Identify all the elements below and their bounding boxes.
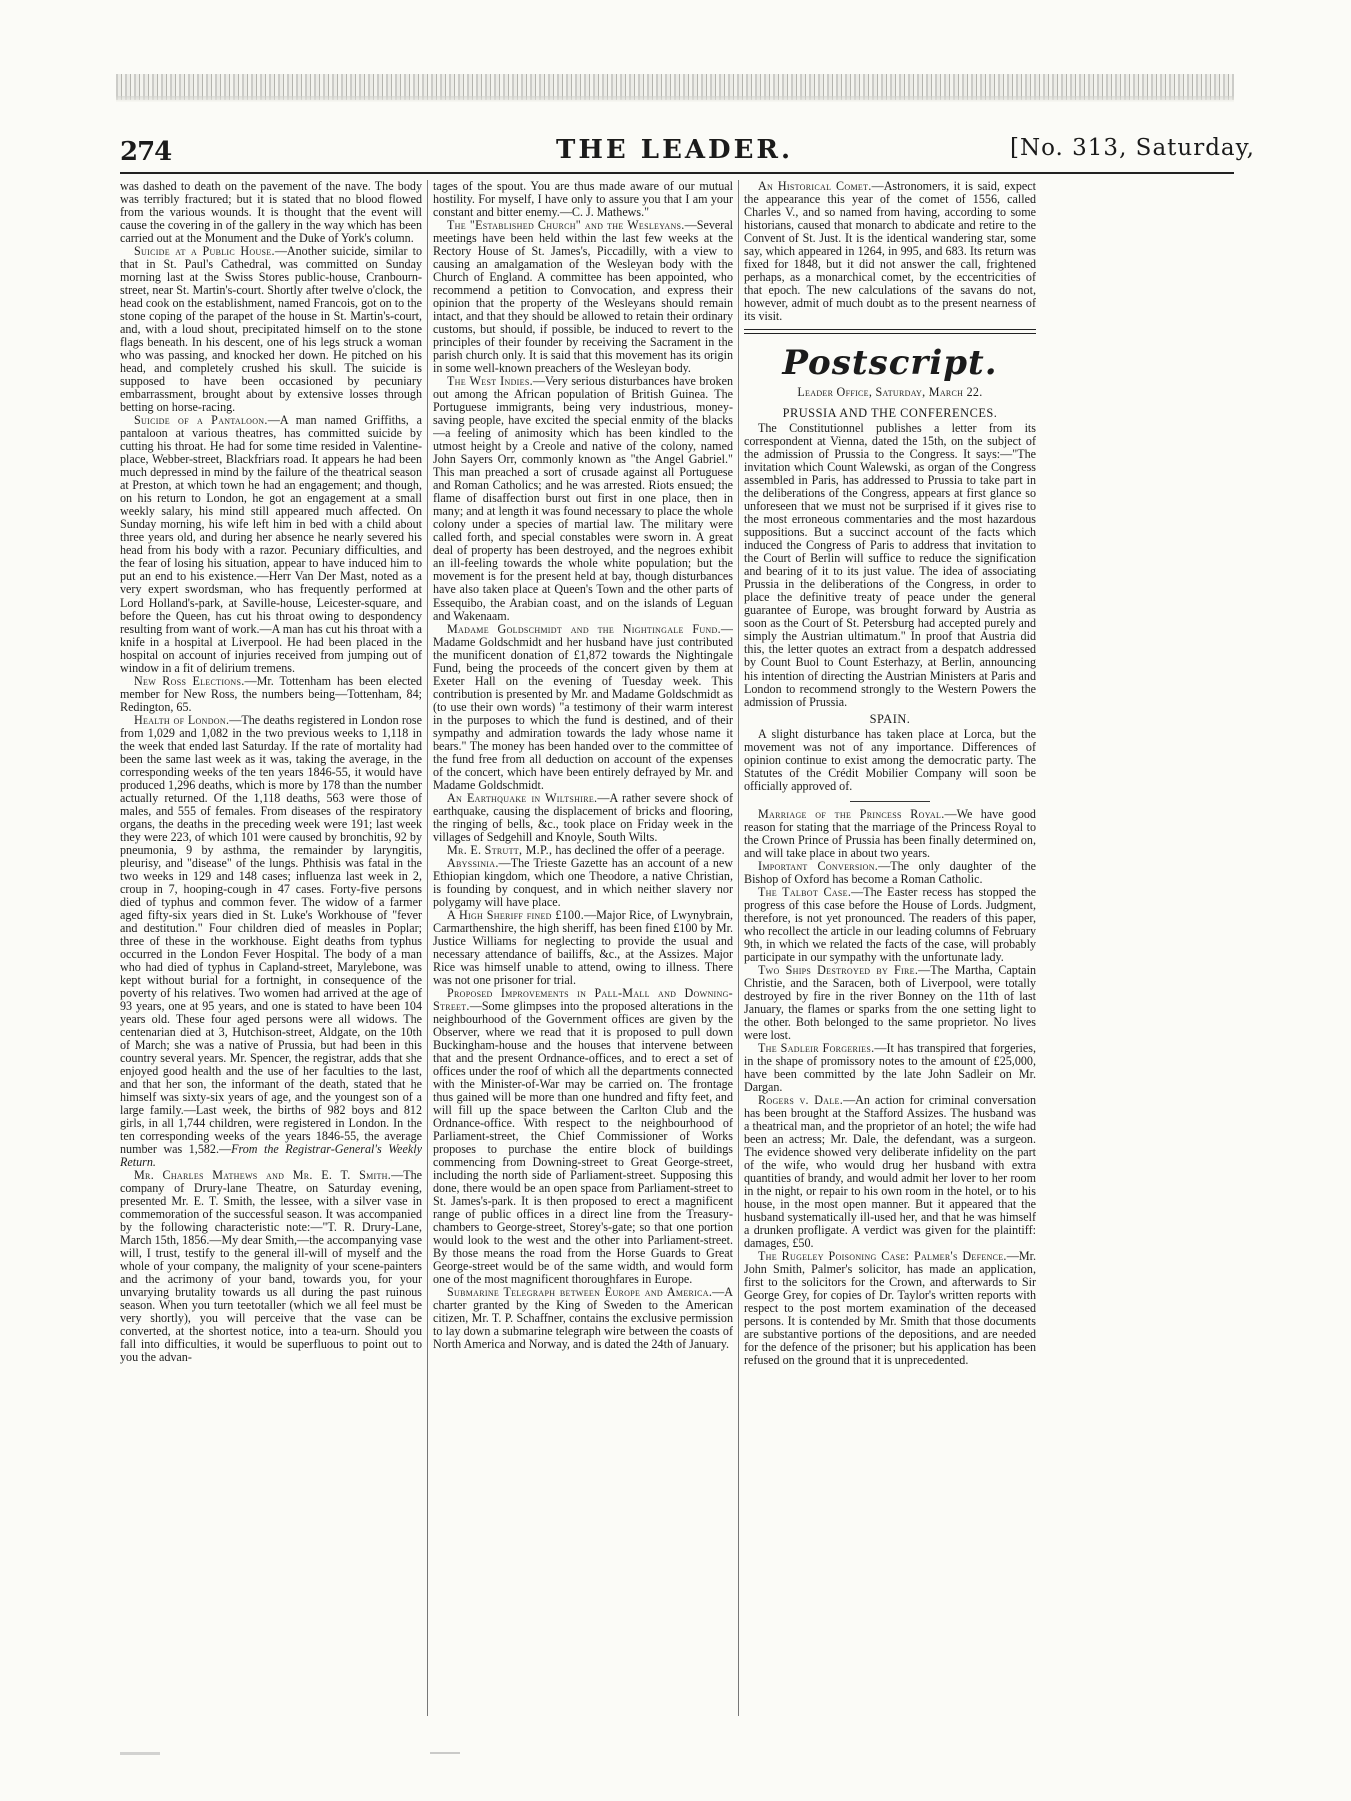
article-paragraph <box>744 180 1036 323</box>
article-heading: Abyssinia. <box>447 855 499 870</box>
article-heading: Rogers v. Dale. <box>758 1092 844 1107</box>
column-rule <box>427 180 428 1716</box>
article-heading: An Earthquake in Wiltshire. <box>447 790 598 805</box>
article-heading: Health of London. <box>134 712 230 727</box>
article-paragraph <box>120 180 422 245</box>
article-heading: A High Sheriff fined £100. <box>447 907 585 922</box>
header-rule <box>120 172 1234 174</box>
column-rule <box>738 180 739 1716</box>
article-paragraph <box>120 414 422 674</box>
article-heading: The Rugeley Poisoning Case: Palmer's Defence. <box>758 1249 1007 1264</box>
article-source: From the Registrar-General's Weekly Return. <box>120 1142 422 1170</box>
article-heading: Suicide at a Public House. <box>134 244 275 259</box>
scan-speck <box>120 1752 160 1755</box>
article-text: —It has transpired that forgeries, in the shape of promissory notes to the amount of £25,000, have been committed by the late John Sadleir on Mr. Dargan. <box>744 1040 1036 1094</box>
article-text: —Some glimpses into the proposed alterations in the neighbourhood of the Government offices are given by the Observer, where we read that it is proposed to pull down Buckingham-house and the houses that intervene between that and the present Ordnance-offices, and to erect a set of offices under the roof of which all the departments connected with the Minister-of-War may be carried on. The frontage thus gained will be more than one hundred and fifty feet, and will fill up the space between the Carlton Club and the Ordnance-office. With respect to the neighbourhood of Parliament-street, the Chief Commissioner of Works proposes to purchase the entire block of buildings commencing from Downing-street to Great George-street, including the north side of Parliament-street. Supposing this done, there would be an open space from Parliament-street to St. James's-park. It is then proposed to erect a magnificent range of public offices in a direct line from the Treasury-chambers to George-street, Storey's-gate; so that one portion would look to the west and the other into Parliament-street. By those means the road from the Horse Guards to Great George-street would be of the same width, and would form one of the most magnificent thoroughfares in Europe. <box>433 998 733 1287</box>
article-text: —A man named Griffiths, a pantaloon at various theatres, has committed suicide by cutting his throat. He had for some time resided in Valentine-place, Webber-street, Blackfriars road. It appears he had been much depressed in mind by the failure of the theatrical season at Preston, at which town he had an engagement; and though, on his return to London, he got an engagement at a small weekly salary, his mind still appeared much affected. On Sunday morning, his wife left him in bed with a child about three years old, and during her absence he nearly severed his head from his body with a razor. Pecuniary difficulties, and the fear of losing his situation, appear to have induced him to put an end to his existence.—Herr Van Der Mast, noted as a very expert swordsman, who has frequently performed at Lord Holland's-park, at Saville-house, Leicester-square, and before the Queen, has cut his throat owing to despondency resulting from want of work.—A man has cut his throat with a knife in a hospital at Liverpool. He had been placed in the hospital on account of injuries received from jumping out of window in a fit of delirium tremens. <box>120 413 422 675</box>
article-paragraph <box>744 1042 1036 1094</box>
article-text: —A charter granted by the King of Sweden to the American citizen, Mr. T. P. Schaffner, contains the exclusive permission to lay down a submarine telegraph wire between the coasts of North America and Norway, and is dated the 24th of January. <box>433 1285 733 1352</box>
article-text: —The only daughter of the Bishop of Oxford has become a Roman Catholic. <box>744 858 1036 886</box>
column-3 <box>744 180 1036 1720</box>
article-text: —The Easter recess has stopped the progress of this case before the House of Lords. Judgment, therefore, is not yet pronounced. The readers of this paper, who recollect the article in our leading columns of February 9th, in which we related the facts of the case, will probably participate in our sympathy with the unfortunate lady. <box>744 884 1036 964</box>
article-heading: Suicide of a Pantaloon. <box>134 413 268 428</box>
article-text: —We have good reason for stating that the marriage of the Princess Royal to the Crown Prince of Prussia has been finally determined on, and will take place in about two years. <box>744 806 1036 860</box>
article-heading: Marriage of the Princess Royal. <box>758 806 945 821</box>
column-1 <box>120 180 422 1720</box>
article-text: —The company of Drury-lane Theatre, on Saturday evening, presented Mr. E. T. Smith, the lessee, with a silver vase in commemoration of the successful season. It was accompanied by the following characteristic note:—"T. R. Drury-Lane, March 15th, 1856.—My dear Smith,—the accompanying vase will, I trust, testify to the general ill-will of myself and the whole of your company, the malignity of your scene-painters and the acrimony of your band, towards you, for your unvarying brutality towards us all during the past ruinous season. When you turn teetotaller (which we all feel must be very shortly), you will perceive that the vase can be converted, at the shortest notice, into a tea-urn. Should you fall into difficulties, it would be superfluous to point out to you the advan- <box>120 1168 422 1365</box>
article-heading: Proposed Improvements in Pall-Mall and Downing-Street. <box>433 985 733 1013</box>
section-heading: PRUSSIA AND THE CONFERENCES. <box>782 406 998 421</box>
article-text: was dashed to death on the pavement of the nave. The body was terribly fractured; but it is stated that no blood flowed from the various wounds. It is thought that the event will cause the covering in of the gallery in the way which has been carried out at the Monument and the Duke of York's column. <box>120 180 422 246</box>
postscript-title: Postscript. <box>782 343 998 384</box>
article-paragraph <box>744 728 1036 793</box>
article-paragraph <box>433 909 733 987</box>
article-paragraph <box>433 180 733 219</box>
article-heading: The Sadleir Forgeries. <box>758 1040 875 1055</box>
article-heading: The West Indies. <box>447 374 533 389</box>
article-heading: Mr. E. Strutt, M.P., <box>447 842 553 857</box>
article-text: —Very serious disturbances have broken out among the African population of British Guinea. The Portuguese immigrants, being very industrious, money-saving people, have excited the special enmity of the blacks—a feeling of animosity which has been kindled to the utmost height by a Creole and native of the colony, named John Sayers Orr, commonly known as "the Angel Gabriel." This man preached a sort of crusade against all Portuguese and Roman Catholics; and he was arrested. Riots ensued; the flame of disaffection burst out first in one place, then in many; and at length it was found necessary to place the whole colony under a species of martial law. The military were called forth, and special constables were sworn in. A great deal of property has been destroyed, and the negroes exhibit an ill-feeling towards the whole white population; but the movement is for the present held at bay, though disturbances have also taken place at Queen's Town and the other parts of Essequibo, the Arabian coast, and on the islands of Leguan and Wakenaam. <box>433 374 733 623</box>
article-heading: The Talbot Case. <box>758 884 852 899</box>
article-text: —Another suicide, similar to that in St. Paul's Cathedral, was committed on Sunday morning last at the Swiss Stores public-house, Cranbourn-street, near St. Martin's-court. Shortly after twelve o'clock, the head cook on the establishment, named Francois, got on to the stone coping of the parapet of the house in St. Martin's-court, and, with a loud shout, precipitated himself on to the stone flags beneath. In his descent, one of his legs struck a woman who was passing, and knocked her down. He pitched on his head, and completely crushed his skull. The suicide is supposed to have been occasioned by pecuniary embarrassment, brought about by extensive losses through betting on horse-racing. <box>120 244 422 415</box>
article-paragraph <box>120 245 422 414</box>
article-text: —A rather severe shock of earthquake, causing the displacement of bricks and flooring, the ringing of bells, &c., took place on Friday week in the villages of Sedgehill and Knoyle, South Wilts. <box>433 790 733 844</box>
article-paragraph <box>433 792 733 844</box>
article-paragraph <box>433 857 733 909</box>
article-heading: New Ross Elections. <box>134 673 245 688</box>
article-paragraph <box>433 375 733 622</box>
article-heading: The "Established Church" and the Wesleyans. <box>447 218 685 233</box>
article-text: —Mr. John Smith, Palmer's solicitor, has made an application, first to the solicitors for the Crown, and afterwards to Sir George Grey, for copies of Dr. Taylor's written reports with respect to the post mortem examination of the deceased persons. It is contended by Mr. Smith that those documents are substantive portions of the depositions, and are needed for the defence of the prisoner; but his application has been refused on the ground that it is unprecedented. <box>744 1249 1036 1368</box>
article-paragraph <box>433 623 733 792</box>
article-text: —An action for criminal conversation has been brought at the Stafford Assizes. The husband was a theatrical man, and the proprietor of an hotel; the wife had been an actress; Mr. Dale, the defendant, was a surgeon. The evidence showed very deliberate infidelity on the part of the wife, who would drug her husband with extra quantities of brandy, and would admit her lover to her room in the night, or repair to his own room in the hotel, or to his house, in the most open manner. But it appeared that the husband systematically ill-used her, and that he was himself a drunken profligate. A verdict was given for the plaintiff: damages, £50. <box>744 1092 1036 1251</box>
article-heading: Madame Goldschmidt and the Nightingale Fund. <box>447 621 721 636</box>
article-heading: Submarine Telegraph between Europe and America. <box>447 1285 713 1300</box>
scan-speck <box>430 1752 460 1754</box>
article-paragraph <box>120 1169 422 1364</box>
article-text: tages of the spout. You are thus made aware of our mutual hostility. For myself, I have only to assure you that I am your constant and bitter enemy.—C. J. Mathews." <box>433 180 733 220</box>
scan-artifact-shadow <box>116 96 1234 102</box>
article-text: A slight disturbance has taken place at Lorca, but the movement was not of any importance. Differences of opinion continue to exist among the democratic party. The Statutes of the Crédit Mobilier Company will soon be officially approved of. <box>744 726 1036 793</box>
article-paragraph <box>744 808 1036 860</box>
dateline: Leader Office, Saturday, March 22. <box>797 385 983 400</box>
article-text: —Madame Goldschmidt and her husband have just contributed the munificent donation of £1,872 towards the Nightingale Fund, being the proceeds of the concert given by them at Exeter Hall on the evening of Tuesday week. This contribution is presented by Mr. and Madame Goldschmidt as (to use their own words) "a testimony of their warm interest in the purposes to which the fund is destined, and of their sympathy and admiration towards the lady whose name it bears." The money has been handed over to the committee of the fund free from all deduction on account of the expenses of the concert, which have been entirely defrayed by Mr. and Madame Goldschmidt. <box>433 621 733 792</box>
section-double-rule <box>744 329 1036 334</box>
article-text: The Constitutionnel publishes a letter from its correspondent at Vienna, dated the 15th, on the subject of the admission of Prussia to the Congress. It says:—"The invitation which Count Walewski, as organ of the Congress assembled in Paris, has addressed to Prussia to take part in the deliberations of the Congress, appears at first glance so unforeseen that we must not be surprised if it gives rise to the most erroneous commentaries and the most hazardous suppositions. But a succinct account of the facts which induced the Congress of Paris to address that invitation to the Court of Berlin will suffice to reduce the signification and bearing of it to its just value. The idea of associating Prussia in the deliberations of the Congress, in order to place the definitive treaty of peace under the general guarantee of Europe, was brought forward by Austria as soon as the Court of St. Petersburg had accepted purely and simply the Austrian ultimatum." In proof that Austria did this, the letter quotes an extract from a despatch addressed by Count Buol to Count Esterhazy, at Berlin, announcing his intention of directing the Austrian Ministers at Paris and London to recommend strongly to the Western Powers the admission of Prussia. <box>744 421 1036 709</box>
article-text: —The Martha, Captain Christie, and the Saracen, both of Liverpool, were totally destroyed by fire in the river Bonney on the 11th of last January, the flames or sparks from the one setting light to the other. Both belonged to the same proprietor. No lives were lost. <box>744 962 1036 1042</box>
article-heading: Two Ships Destroyed by Fire. <box>758 962 919 977</box>
article-paragraph <box>744 964 1036 1042</box>
section-rule <box>850 801 930 802</box>
article-text: —Several meetings have been held within the last few weeks at the Rectory House of St. James's, Piccadilly, with a view to causing an amalgamation of the Wesleyan body with the Church of England. A committee has been appointed, who recommend a petition to Convocation, and express their opinion that the property of the Wesleyans should remain intact, and that they should be allowed to retain their ordinary customs, but should, if possible, be induced to revert to the principles of their founder by receiving the Sacrament in the parish church only. It is said that this movement has its origin in some well-known preachers of the Wesleyan body. <box>433 218 733 376</box>
article-heading: Mr. Charles Mathews and Mr. E. T. Smith. <box>134 1168 392 1183</box>
article-paragraph <box>744 860 1036 886</box>
article-text: —Major Rice, of Lwynybrain, Carmarthenshire, the high sheriff, has been fined £100 by Mr. Justice Williams for neglecting to provide the usual and necessary attendance of bailiffs, &c., at the Assizes. Major Rice was himself unable to attend, owing to illness. There was not one prisoner for trial. <box>433 907 733 987</box>
article-text: has declined the offer of a peerage. <box>552 842 725 857</box>
article-paragraph <box>744 886 1036 964</box>
article-heading: An Historical Comet. <box>758 180 872 193</box>
article-paragraph <box>433 1286 733 1351</box>
article-text: —Mr. Tottenham has been elected member for New Ross, the numbers being—Tottenham, 84; Redington, 65. <box>120 673 422 714</box>
page-number: 274 <box>120 137 172 167</box>
article-paragraph <box>744 1250 1036 1367</box>
article-paragraph <box>433 987 733 1286</box>
masthead-title: THE LEADER. <box>556 135 794 165</box>
article-paragraph <box>433 219 733 375</box>
article-text: —The deaths registered in London rose from 1,029 and 1,082 in the two previous weeks to 1,118 in the week that ended last Saturday. If the rate of mortality had been the same last week as it was, taking the average, in the corresponding weeks of the ten years 1846-55, it would have produced 1,296 deaths, which is more by 178 than the number actually returned. Of the 1,118 deaths, 563 were those of males, and 555 of females. From diseases of the respiratory organs, the deaths in the preceding week were 191; last week they were 223, of which 101 were caused by bronchitis, 92 by pneumonia, 9 by asthma, the remainder by laryngitis, pleurisy, and "disease" of the lungs. Phthisis was fatal in the two weeks in 129 and 148 cases; influenza last week in 2, croup in 7, hooping-cough in 47 cases. Forty-five persons died of typhus and common fever. The widow of a farmer aged fifty-six years died in St. Luke's Workhouse of "fever and destitution." Four children died of measles in Poplar; three of these in the workhouse. Eight deaths from typhus occurred in the London Fever Hospital. The body of a man who had died of typhus in Capland-street, Marylebone, was kept without burial for a fortnight, in consequence of the poverty of his relatives. Two women had arrived at the age of 93 years, one at 95 years, and one is stated to have been 104 years old. These four aged persons were all widows. The centenarian died at 3, Hutchison-street, Aldgate, on the 10th of March; she was a native of Prussia, but had been in this country several years. Mr. Spencer, the registrar, adds that she enjoyed good health and the use of her faculties to the last, and that her son, the informant of the death, stated that he himself was sixty-six years of age, and the youngest son of a large family.—Last week, the births of 982 boys and 812 girls, in all 1,744 children, were registered in London. In the ten corresponding weeks of the years 1846-55, the average number was 1,582.— <box>120 712 422 1157</box>
article-text: —The Trieste Gazette has an account of a new Ethiopian kingdom, which one Theodore, a native Christian, is founding by conquest, and in which neither slavery nor polygamy will have place. <box>433 855 733 909</box>
article-paragraph <box>744 422 1036 708</box>
article-paragraph <box>120 675 422 714</box>
column-2 <box>433 180 733 1720</box>
article-heading: Important Conversion. <box>758 858 879 873</box>
section-heading: SPAIN. <box>869 711 911 726</box>
article-text: —Astronomers, it is said, expect the appearance this year of the comet of 1556, called Charles V., and so named from having, according to some historians, caused that monarch to abdicate and retire to the Convent of St. Just. It is the identical wandering star, some say, which appeared in 1264, in 995, and 683. Its return was fixed for 1848, but it did not answer the call, frightened perhaps, as a monarchical comet, by the eccentricities of that epoch. The new calculations of the savans do not, however, admit of much doubt as to the present nearness of its visit. <box>744 180 1036 324</box>
article-paragraph <box>120 714 422 1170</box>
issue-number: [No. 313, Saturday, <box>1010 135 1255 161</box>
article-paragraph <box>744 1094 1036 1250</box>
